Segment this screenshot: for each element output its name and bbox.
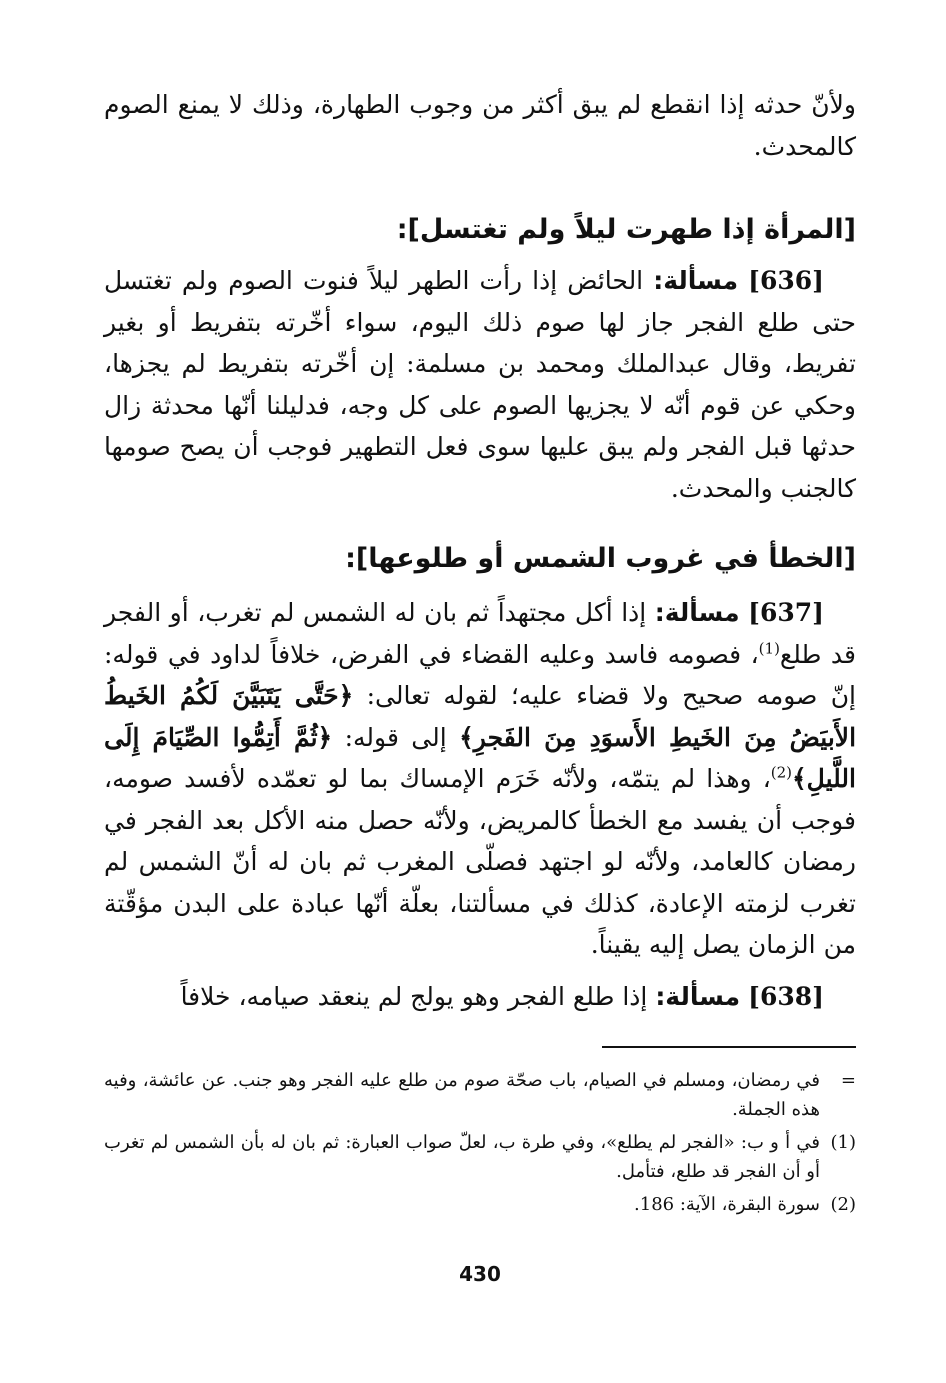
issue-number: [638] [748, 982, 824, 1011]
footnote-ref-2[interactable]: (2) [770, 763, 793, 782]
intro-text: ولأنّ حدثه إذا انقطع لم يبق أكثر من وجوب الطهارة، وذلك لا يمنع الصوم كالمحدث. [104, 90, 856, 161]
footnote-ref-1[interactable]: (1) [758, 639, 780, 658]
footnote-divider [602, 1046, 856, 1048]
footnote-mark: = [840, 1070, 856, 1091]
issue-text-d: ، وهذا لم يتمّه، ولأنّه خَرَم الإمساك بما لو تعمّده لأفسد صومه، فوجب أن يفسد مع الخطأ كالمريض، ولأنّه حصل منه الأكل بعد الفجر في رمضان كالعامد، ولأنّه لو اجتهد فصلّى المغرب ثم بان له أنّ الشمس لم تغرب لزمته الإعادة، كذلك في مسألتنا، بعلّة أنّها عبادة على البدن مؤقّتة من الزمان يصل إليه يقيناً. [104, 764, 856, 959]
footnote-text: في أ و ب: «الفجر لم يطلع»، وفي طرة ب، لعلّ صواب العبارة: ثم بان له بأن الشمس لم تغرب أو أن الفجر قد طلع، فتأمل. [104, 1132, 820, 1182]
issue-638-paragraph [104, 976, 856, 1018]
footnote-text: في رمضان، ومسلم في الصيام، باب صحّة صوم من طلع عليه الفجر وهو جنب. عن عائشة، وفيه هذه الجملة. [104, 1070, 820, 1120]
page-number: 430 [459, 1262, 501, 1286]
issue-number: [637] [748, 598, 825, 627]
issue-text-a: إذا أكل مجتهداً ثم بان له الشمس لم تغرب، أو الفجر قد طلع [104, 598, 856, 669]
issue-text-b: ، فصومه فاسد وعليه القضاء في الفرض، خلافاً لداود في قوله: إنّ صومه صحيح ولا قضاء عليه؛ لقوله تعالى: [104, 639, 856, 710]
section-heading-2: [الخطأ في غروب الشمس أو طلوعها]: [345, 543, 856, 574]
issue-text-c: إلى قوله: [344, 722, 447, 752]
footnote-text: سورة البقرة، الآية: 186. [634, 1194, 820, 1215]
issue-637-paragraph [104, 592, 856, 966]
issue-label: مسألة: [654, 598, 740, 627]
issue-label: مسألة: [655, 982, 741, 1011]
quran-verse-2: ﴿ثُمَّ أَتِمُّوا الصِّيَامَ إِلَى اللَّيلِ﴾ [104, 722, 856, 793]
issue-number: [636] [748, 266, 824, 295]
intro-paragraph [104, 84, 856, 167]
issue-label: مسألة: [653, 266, 739, 295]
issue-text: الحائض إذا رأت الطهر ليلاً فنوت الصوم ولم تغتسل حتى طلع الفجر جاز لها صوم ذلك اليوم، سواء أخّرته بتفريط أو بغير تفريط، وقال عبدالملك ومحمد بن مسلمة: إن أخّرته بتفريط لم يجزها، وحكي عن قوم أنّه لا يجزيها الصوم على كل وجه، فدليلنا أنّها محدثة زال حدثها قبل الفجر ولم يبق عليها سوى فعل التطهير فوجب أن يصح صومها كالجنب والمحدث. [104, 266, 856, 503]
page-body [104, 84, 856, 1334]
footnote-1 [104, 1128, 856, 1186]
footnote-continued [104, 1066, 856, 1124]
footnote-mark: (2) [830, 1194, 856, 1215]
issue-text: إذا طلع الفجر وهو يولج لم ينعقد صيامه، خلافاً [180, 982, 648, 1011]
issue-636-paragraph [104, 260, 856, 509]
footnote-2 [104, 1190, 856, 1219]
footnote-mark: (1) [830, 1132, 856, 1153]
footnotes [104, 1066, 856, 1219]
section-heading-1: [المرأة إذا طهرت ليلاً ولم تغتسل]: [396, 214, 856, 245]
quran-verse-1: ﴿حَتَّى يَتَبَيَّنَ لَكُمُ الخَيطُ الأَبيَضُ مِنَ الخَيطِ الأَسوَدِ مِنَ الفَجرِ﴾ [104, 681, 857, 752]
